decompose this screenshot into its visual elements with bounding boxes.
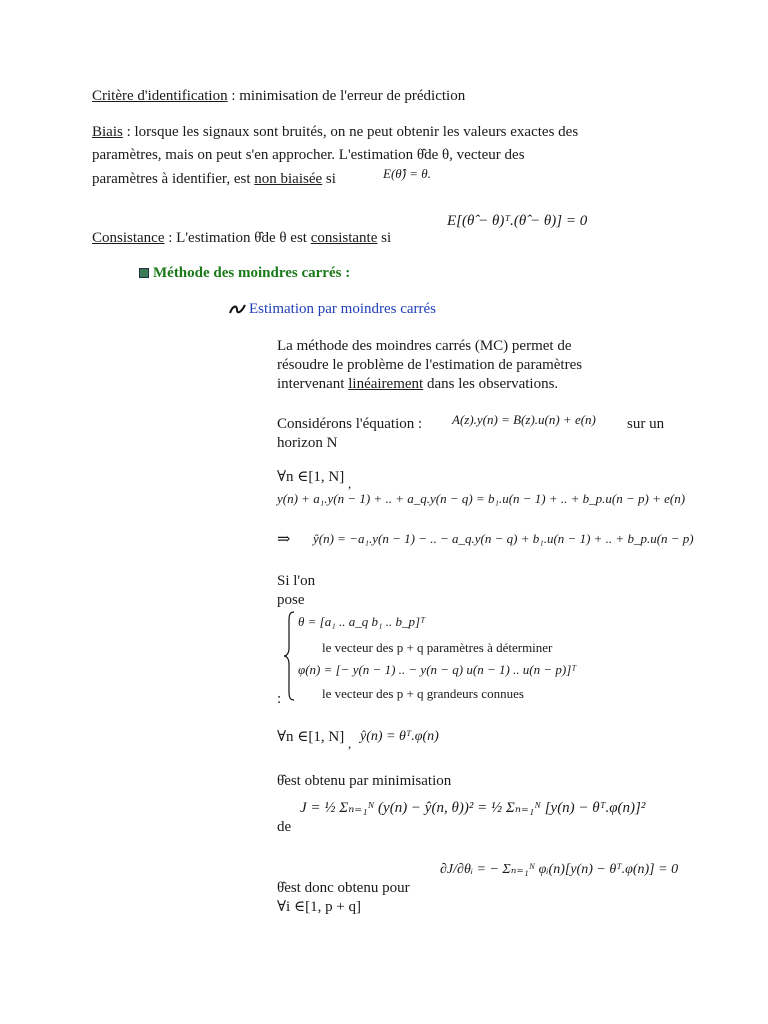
- forall-range-2: ∀n ∈[1, N]: [277, 729, 345, 745]
- unbiased-formula: E(θ̂) = θ.: [383, 166, 431, 181]
- consistent-term: consistante: [310, 230, 378, 246]
- bias-text-3a: paramètres à identifier, est: [92, 171, 255, 187]
- criterion-text: : minimisation de l'erreur de prédiction: [227, 88, 466, 104]
- phi-definition: φ(n) = [− y(n − 1) .. − y(n − q) u(n − 1) .. u(n − p)]ᵀ: [298, 662, 577, 677]
- theta-hat-symbol: θ̂: [416, 147, 425, 163]
- subsection-title: Estimation par moindres carrés: [249, 301, 437, 317]
- pose-line-2: pose: [277, 592, 305, 608]
- theta-hat-symbol: θ̂: [277, 773, 285, 789]
- bias-text-3b: si: [322, 171, 336, 187]
- consistency-label: Consistance: [92, 230, 165, 246]
- linear-term: linéairement: [348, 376, 424, 392]
- arx-equation: y(n) + a₁.y(n − 1) + .. + a_q.y(n − q) = b₁.u(n − 1) + .. + b_p.u(n − p) + e(n): [277, 491, 686, 506]
- minimisation-de: de: [277, 819, 292, 835]
- bias-label: Biais: [92, 124, 123, 140]
- forall-comma-2: ,: [348, 736, 352, 751]
- intro-line-1: La méthode des moindres carrés (MC) permet de: [277, 338, 572, 354]
- forall-comma-1: ,: [348, 476, 352, 491]
- equation-lead: Considérons l'équation :: [277, 416, 423, 432]
- linear-predictor: ŷ(n) = θᵀ.φ(n): [360, 729, 439, 744]
- intro-line-3: [277, 375, 558, 394]
- intro-text-3b: dans les observations.: [423, 376, 559, 392]
- brace-icon: [282, 610, 296, 702]
- intro-line-2: résoudre le problème de l'estimation de paramètres: [277, 357, 583, 373]
- section-bullet-icon: [139, 268, 149, 278]
- consistency-text-b: de θ est: [261, 230, 311, 246]
- cost-function: J = ½ Σₙ₌₁ᴺ (y(n) − ŷ(n, θ))² = ½ Σₙ₌₁ᴺ [y(n) − θᵀ.φ(n)]²: [300, 800, 646, 816]
- final-text: est donc obtenu pour: [284, 880, 410, 896]
- bias-text-2a: paramètres, mais on peut s'en approcher. L'estimation: [92, 147, 417, 163]
- section-title: Méthode des moindres carrés :: [153, 265, 351, 281]
- bias-line-1: [92, 123, 578, 142]
- criterion-label: Critère d'identification: [92, 88, 228, 104]
- model-equation: A(z).y(n) = B(z).u(n) + e(n): [452, 412, 596, 427]
- unbiased-term: non biaisée: [254, 171, 323, 187]
- prediction-equation: ŷ(n) = −a₁.y(n − 1) − .. − a_q.y(n − q) + b₁.u(n − 1) + .. + b_p.u(n − p): [313, 531, 694, 546]
- bias-line-3: [92, 170, 336, 189]
- arrow-bullet-icon: [229, 303, 246, 315]
- theta-description: le vecteur des p + q paramètres à déterminer: [322, 640, 553, 655]
- theta-hat-symbol: θ̂: [277, 880, 285, 896]
- equation-horizon: horizon N: [277, 435, 338, 451]
- intro-text-3a: intervenant: [277, 376, 349, 392]
- criterion-line: [92, 87, 465, 106]
- bias-line-2: [92, 146, 525, 165]
- pose-colon: :: [277, 691, 282, 707]
- bias-text-1: : lorsque les signaux sont bruités, on ne peut obtenir les valeurs exactes des: [122, 124, 579, 140]
- forall-range-1: ∀n ∈[1, N]: [277, 469, 345, 485]
- phi-description: le vecteur des p + q grandeurs connues: [322, 686, 524, 701]
- consistency-text-c: si: [377, 230, 392, 246]
- minimisation-line: [277, 772, 451, 791]
- forall-range-3: ∀i ∈[1, p + q]: [277, 899, 362, 915]
- bias-text-2b: de θ, vecteur des: [424, 147, 525, 163]
- final-line: [277, 879, 410, 898]
- gradient-condition: ∂J/∂θᵢ = − Σₙ₌₁ᴺ φᵢ(n)[y(n) − θᵀ.φ(n)] = 0: [440, 862, 679, 877]
- minimisation-text: est obtenu par minimisation: [284, 773, 452, 789]
- equation-tail: sur un: [627, 416, 665, 432]
- pose-line-1: Si l'on: [277, 573, 316, 589]
- consistency-formula: E[(θ̂ − θ)ᵀ.(θ̂ − θ)] = 0: [447, 213, 588, 229]
- implies-arrow: ⇒: [277, 531, 291, 548]
- consistency-text-a: : L'estimation: [164, 230, 255, 246]
- theta-hat-symbol: θ̂: [254, 230, 262, 246]
- theta-definition: θ = [a₁ .. a_q b₁ .. b_p]ᵀ: [298, 614, 426, 629]
- consistency-line: [92, 229, 391, 248]
